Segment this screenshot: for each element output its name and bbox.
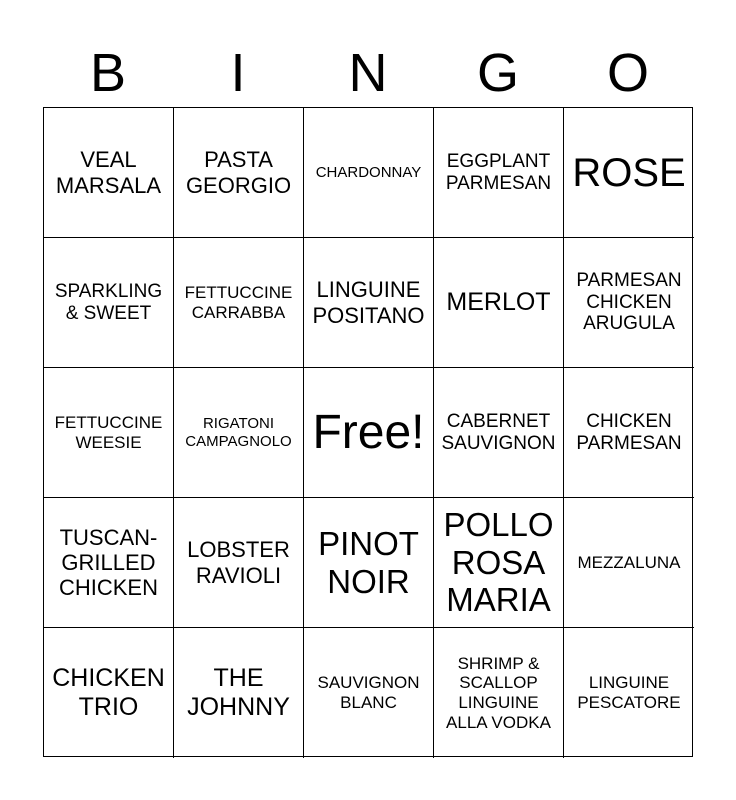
cell-label: VEAL MARSALA <box>55 147 162 198</box>
bingo-cell[interactable] <box>564 238 694 368</box>
bingo-cell[interactable] <box>174 628 304 758</box>
bingo-cell[interactable] <box>174 498 304 628</box>
cell-label: RIGATONI CAMPAGNOLO <box>185 415 292 450</box>
bingo-cell[interactable] <box>304 628 434 758</box>
cell-label: SAUVIGNON BLANC <box>317 673 420 712</box>
cell-label: PASTA GEORGIO <box>185 147 292 198</box>
bingo-cell[interactable] <box>434 238 564 368</box>
cell-label: MEZZALUNA <box>577 552 681 572</box>
header-letter-n: N <box>348 43 388 103</box>
bingo-cell[interactable] <box>174 368 304 498</box>
cell-label: CHICKEN TRIO <box>52 664 165 721</box>
cell-label: SPARKLING & SWEET <box>54 280 163 324</box>
header-letter-i: I <box>230 43 246 103</box>
bingo-cell[interactable] <box>434 108 564 238</box>
bingo-cell[interactable] <box>44 238 174 368</box>
cell-label: LINGUINE PESCATORE <box>577 673 681 712</box>
header-letter-g: G <box>476 43 519 103</box>
header-letter-o: O <box>606 43 649 103</box>
bingo-cell[interactable] <box>174 238 304 368</box>
bingo-cell[interactable] <box>564 368 694 498</box>
cell-label: FETTUCCINE WEESIE <box>54 412 163 452</box>
cell-label: LINGUINE POSITANO <box>312 277 425 328</box>
cell-label: ROSE <box>572 150 686 195</box>
cell-label: Free! <box>312 405 425 459</box>
cell-label: CHICKEN PARMESAN <box>576 410 682 454</box>
cell-label: CABERNET SAUVIGNON <box>441 410 556 454</box>
cell-label: SHRIMP & SCALLOP LINGUINE ALLA VODKA <box>446 653 551 732</box>
bingo-cell[interactable] <box>44 628 174 758</box>
cell-label: TUSCAN-GRILLED CHICKEN <box>58 524 158 601</box>
cell-label: MERLOT <box>446 288 551 317</box>
cell-label: LOBSTER RAVIOLI <box>187 537 290 588</box>
cell-label: THE JOHNNY <box>187 664 290 721</box>
cell-label: PINOT NOIR <box>318 524 419 600</box>
bingo-cell[interactable] <box>564 628 694 758</box>
bingo-cell[interactable] <box>174 108 304 238</box>
bingo-cell[interactable] <box>304 498 434 628</box>
free-space[interactable] <box>304 368 434 498</box>
bingo-cell[interactable] <box>44 108 174 238</box>
bingo-header <box>43 40 693 106</box>
cell-label: PARMESAN CHICKEN ARUGULA <box>576 269 682 335</box>
cell-label: FETTUCCINE CARRABBA <box>184 282 293 322</box>
bingo-cell[interactable] <box>564 108 694 238</box>
bingo-cell[interactable] <box>434 498 564 628</box>
bingo-cell[interactable] <box>44 498 174 628</box>
bingo-board <box>43 107 693 757</box>
bingo-cell[interactable] <box>304 108 434 238</box>
bingo-cell[interactable] <box>304 238 434 368</box>
bingo-cell[interactable] <box>434 628 564 758</box>
bingo-cell[interactable] <box>434 368 564 498</box>
bingo-cell[interactable] <box>44 368 174 498</box>
cell-label: CHARDONNAY <box>315 163 422 181</box>
cell-label: POLLO ROSA MARIA <box>443 505 554 619</box>
header-letter-b: B <box>89 43 127 103</box>
cell-label: EGGPLANT PARMESAN <box>445 150 552 194</box>
bingo-cell[interactable] <box>564 498 694 628</box>
